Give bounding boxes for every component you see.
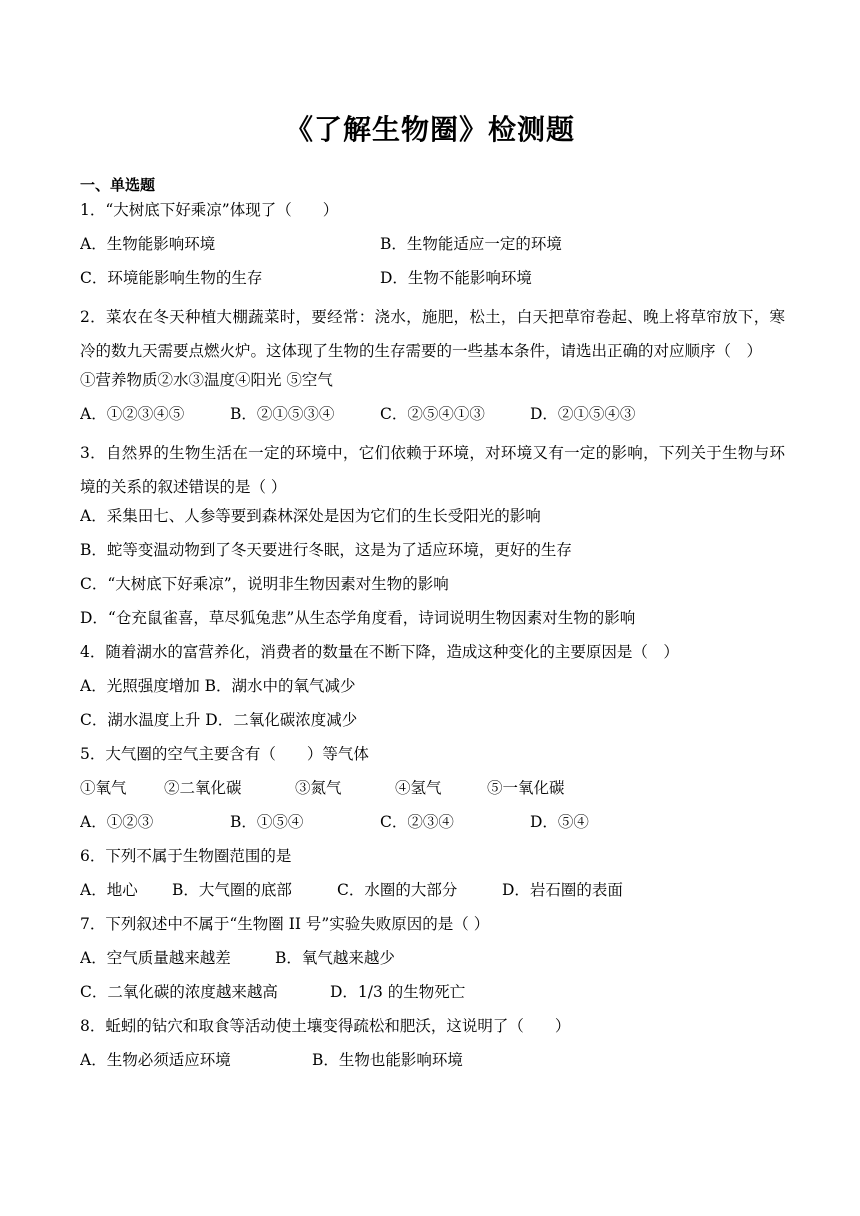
question-3-option-b: B．蛇等变温动物到了冬天要进行冬眠，这是为了适应环境，更好的生存 bbox=[80, 541, 572, 559]
question-7-option-d: D．1/3 的生物死亡 bbox=[330, 983, 466, 1001]
question-7-option-c: C．二氧化碳的浓度越来越高 bbox=[80, 983, 278, 1001]
question-5-item-3: ③氮气 bbox=[295, 779, 342, 797]
question-8-options-row-1 bbox=[80, 1048, 785, 1082]
question-5-option-d: D．⑤④ bbox=[530, 813, 589, 831]
question-8-option-a: A．生物必须适应环境 bbox=[80, 1051, 231, 1069]
question-4-stem: 4．随着湖水的富营养化，消费者的数量在不断下降，造成这种变化的主要原因是（ ） bbox=[80, 643, 679, 661]
question-1-options-row-2 bbox=[80, 266, 785, 300]
question-6-option-b: B．大气圈的底部 bbox=[172, 881, 292, 899]
question-8-option-b: B．生物也能影响环境 bbox=[312, 1051, 463, 1069]
question-3-option-d: D．“仓充鼠雀喜，草尽狐兔悲”从生态学角度看，诗词说明生物因素对生物的影响 bbox=[80, 609, 636, 627]
question-3-option-a: A．采集田七、人参等要到森林深处是因为它们的生长受阳光的影响 bbox=[80, 507, 541, 525]
question-5-option-c: C．②③④ bbox=[380, 813, 454, 831]
question-3-option-c: C．“大树底下好乘凉”，说明非生物因素对生物的影响 bbox=[80, 575, 449, 593]
question-5-option-a: A．①②③ bbox=[80, 813, 154, 831]
question-5-item-5: ⑤一氧化碳 bbox=[487, 779, 565, 797]
question-2-option-c: C．②⑤④①③ bbox=[380, 405, 485, 423]
question-5-options bbox=[80, 810, 785, 844]
question-7-option-a: A．空气质量越来越差 bbox=[80, 949, 231, 967]
question-2-options bbox=[80, 402, 785, 436]
question-list bbox=[80, 198, 785, 1082]
question-1-stem: 1．“大树底下好乘凉”体现了（ ） bbox=[80, 201, 339, 219]
question-6-option-c: C．水圈的大部分 bbox=[337, 881, 458, 899]
page-title: 《了解生物圈》检测题 bbox=[284, 113, 575, 146]
question-2-option-a: A．①②③④⑤ bbox=[80, 405, 185, 423]
question-2-stem: 2．菜农在冬天种植大棚蔬菜时，要经常：浇水，施肥，松土，白天把草帘卷起、晚上将草帘放下，寒冷的数九天需要点燃火炉。这体现了生物的生存需要的一些基本条件，请选出正确的对应顺序（ ） bbox=[80, 308, 785, 360]
question-7-option-b: B．氧气越来越少 bbox=[275, 949, 395, 967]
question-8-stem: 8．蚯蚓的钻穴和取食等活动使土壤变得疏松和肥沃，这说明了（ ） bbox=[80, 1017, 571, 1035]
question-6-option-d: D．岩石圈的表面 bbox=[502, 881, 623, 899]
question-2-option-b: B．②①⑤③④ bbox=[230, 405, 335, 423]
question-2-option-d: D．②①⑤④③ bbox=[530, 405, 636, 423]
question-5-item-1: ①氧气 bbox=[80, 779, 127, 797]
question-1-options-row-1 bbox=[80, 232, 785, 266]
question-1-option-d: D．生物不能影响环境 bbox=[380, 269, 532, 287]
question-7-stem: 7．下列叙述中不属于“生物圈 II 号”实验失败原因的是（ ） bbox=[80, 915, 490, 933]
question-5-item-4: ④氢气 bbox=[395, 779, 442, 797]
question-6-option-a: A．地心 bbox=[80, 881, 138, 899]
question-1-option-c: C．环境能影响生物的生存 bbox=[80, 269, 263, 287]
question-4-options-ab: A．光照强度增加 B．湖水中的氧气减少 bbox=[80, 677, 356, 695]
question-1-option-b: B．生物能适应一定的环境 bbox=[380, 235, 562, 253]
question-2-items: ①营养物质②水③温度④阳光 ⑤空气 bbox=[80, 371, 333, 389]
question-5-stem: 5．大气圈的空气主要含有（ ）等气体 bbox=[80, 745, 369, 763]
question-5-option-b: B．①⑤④ bbox=[230, 813, 304, 831]
question-3-stem: 3．自然界的生物生活在一定的环境中，它们依赖于环境，对环境又有一定的影响，下列关于生物与环境的关系的叙述错误的是（ ） bbox=[80, 444, 785, 496]
question-4-options-cd: C．湖水温度上升 D．二氧化碳浓度减少 bbox=[80, 711, 358, 729]
question-1-option-a: A．生物能影响环境 bbox=[80, 235, 216, 253]
section-heading: 一、单选题 bbox=[80, 176, 156, 194]
question-5-items bbox=[80, 776, 785, 810]
question-7-options-row-2 bbox=[80, 980, 785, 1014]
question-6-stem: 6．下列不属于生物圈范围的是 bbox=[80, 847, 292, 865]
question-5-item-2: ②二氧化碳 bbox=[164, 779, 242, 797]
question-7-options-row-1 bbox=[80, 946, 785, 980]
question-6-options bbox=[80, 878, 785, 912]
